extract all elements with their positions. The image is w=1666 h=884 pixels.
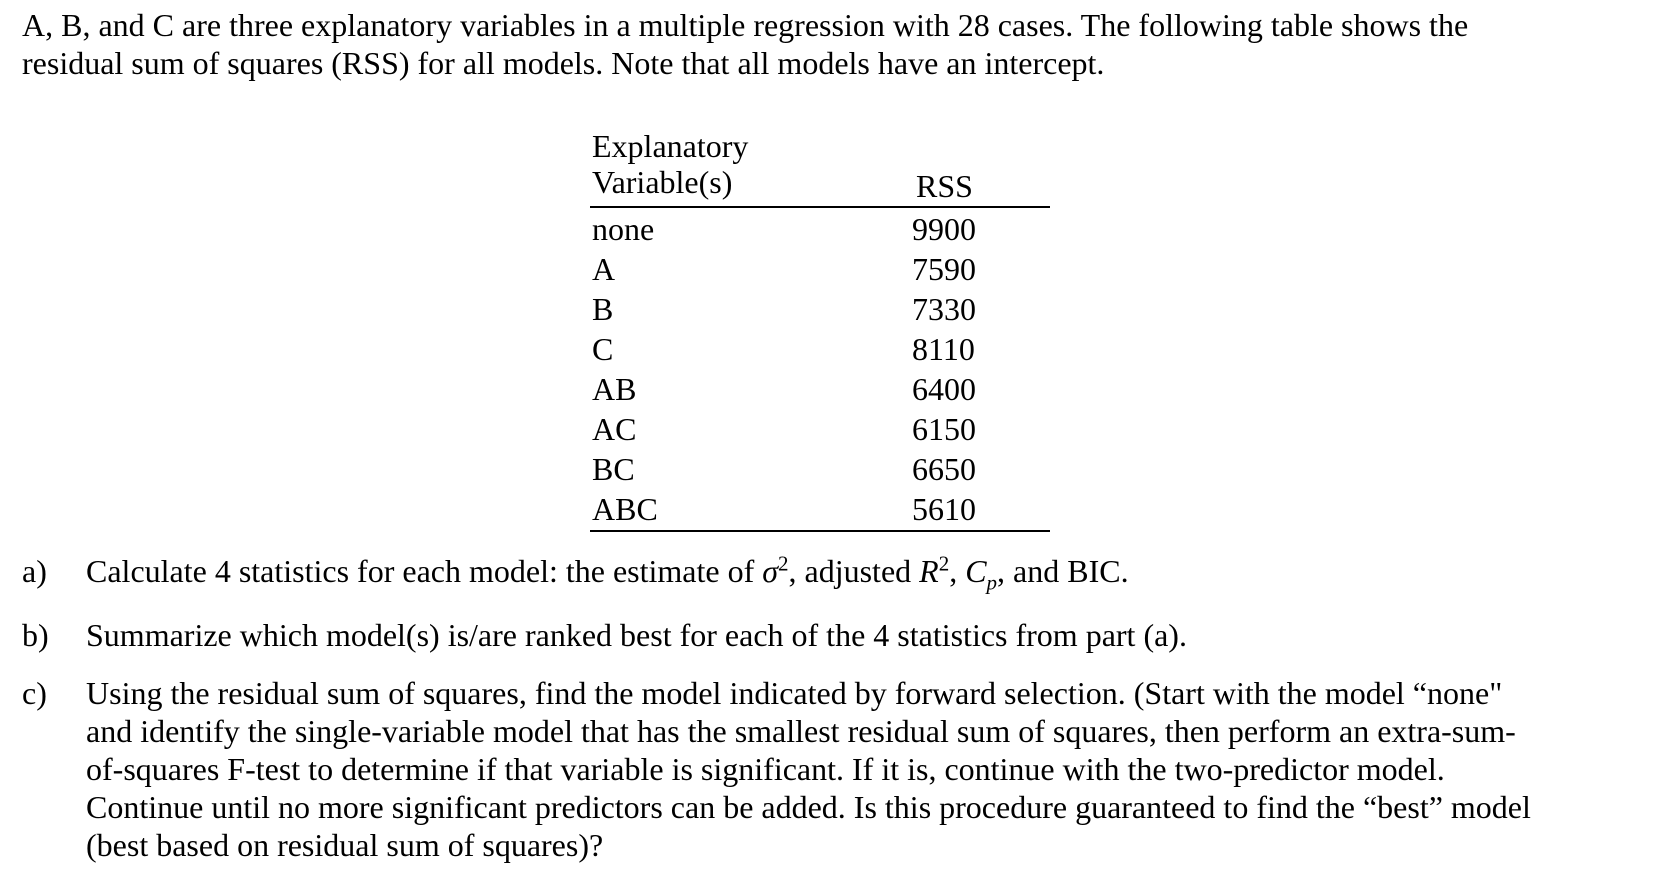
question-c-line-1: Using the residual sum of squares, find the model indicated by forward selection. (Start with the model “none" bbox=[86, 675, 1503, 711]
cp-symbol: C bbox=[965, 553, 987, 589]
question-a-label: a) bbox=[22, 553, 47, 589]
table-body bbox=[590, 208, 1050, 532]
row-rss: 9900 bbox=[912, 211, 976, 247]
table-row bbox=[590, 209, 1050, 249]
row-variables: C bbox=[592, 331, 614, 367]
row-rss: 8110 bbox=[912, 331, 975, 367]
table-row bbox=[590, 449, 1050, 489]
question-c-label: c) bbox=[22, 675, 47, 711]
sigma-superscript: 2 bbox=[778, 551, 789, 576]
table-row bbox=[590, 409, 1050, 449]
table-row bbox=[590, 489, 1050, 529]
question-c-line-2: and identify the single-variable model that has the smallest residual sum of squares, then perform an extra-sum- bbox=[86, 713, 1516, 749]
question-b bbox=[22, 616, 1662, 654]
question-c-line-5: (best based on residual sum of squares)? bbox=[86, 827, 604, 863]
r-superscript: 2 bbox=[938, 551, 950, 576]
question-b-text: Summarize which model(s) is/are ranked best for each of the 4 statistics from part (a). bbox=[86, 617, 1187, 653]
question-list bbox=[22, 552, 1662, 864]
table-row bbox=[590, 369, 1050, 409]
table-row bbox=[590, 249, 1050, 289]
row-rss: 6150 bbox=[912, 411, 976, 447]
row-rss: 5610 bbox=[912, 491, 976, 527]
cp-subscript: p bbox=[986, 570, 998, 595]
row-variables: B bbox=[592, 291, 614, 327]
row-rss: 7330 bbox=[912, 291, 976, 327]
row-variables: AB bbox=[592, 371, 637, 407]
question-a bbox=[22, 551, 1662, 595]
table-row bbox=[590, 289, 1050, 329]
row-rss: 6650 bbox=[912, 451, 976, 487]
row-variables: AC bbox=[592, 411, 637, 447]
intro-paragraph bbox=[22, 6, 1652, 82]
table-header bbox=[590, 128, 1050, 208]
header-var-line-2: Variable(s) bbox=[592, 164, 733, 200]
question-c bbox=[22, 674, 1662, 864]
question-c-line-4: Continue until no more significant predictors can be added. Is this procedure guaranteed to find the “best” model bbox=[86, 789, 1531, 825]
table-row bbox=[590, 329, 1050, 369]
question-b-label: b) bbox=[22, 617, 49, 653]
question-a-text-pre: Calculate 4 statistics for each model: the estimate of bbox=[86, 553, 763, 589]
question-c-line-3: of-squares F-test to determine if that variable is significant. If it is, continue with the two-predictor model. bbox=[86, 751, 1445, 787]
row-rss: 6400 bbox=[912, 371, 976, 407]
question-a-text-post: , and BIC. bbox=[997, 553, 1129, 589]
row-variables: none bbox=[592, 211, 655, 247]
header-explanatory-variables bbox=[592, 128, 748, 200]
row-variables: BC bbox=[592, 451, 635, 487]
question-a-sep-2: , bbox=[949, 553, 966, 589]
intro-line-1: A, B, and C are three explanatory variables in a multiple regression with 28 cases. The following table shows the bbox=[22, 7, 1469, 43]
rss-table bbox=[590, 128, 1050, 532]
intro-line-2: residual sum of squares (RSS) for all models. Note that all models have an intercept. bbox=[22, 45, 1105, 81]
r-symbol: R bbox=[919, 553, 939, 589]
header-var-line-1: Explanatory bbox=[592, 128, 749, 164]
row-variables: ABC bbox=[592, 491, 658, 527]
question-a-sep-1: , adjusted bbox=[788, 553, 920, 589]
header-rss: RSS bbox=[916, 168, 973, 204]
sigma-symbol: σ bbox=[762, 553, 778, 589]
row-variables: A bbox=[592, 251, 616, 287]
row-rss: 7590 bbox=[912, 251, 976, 287]
